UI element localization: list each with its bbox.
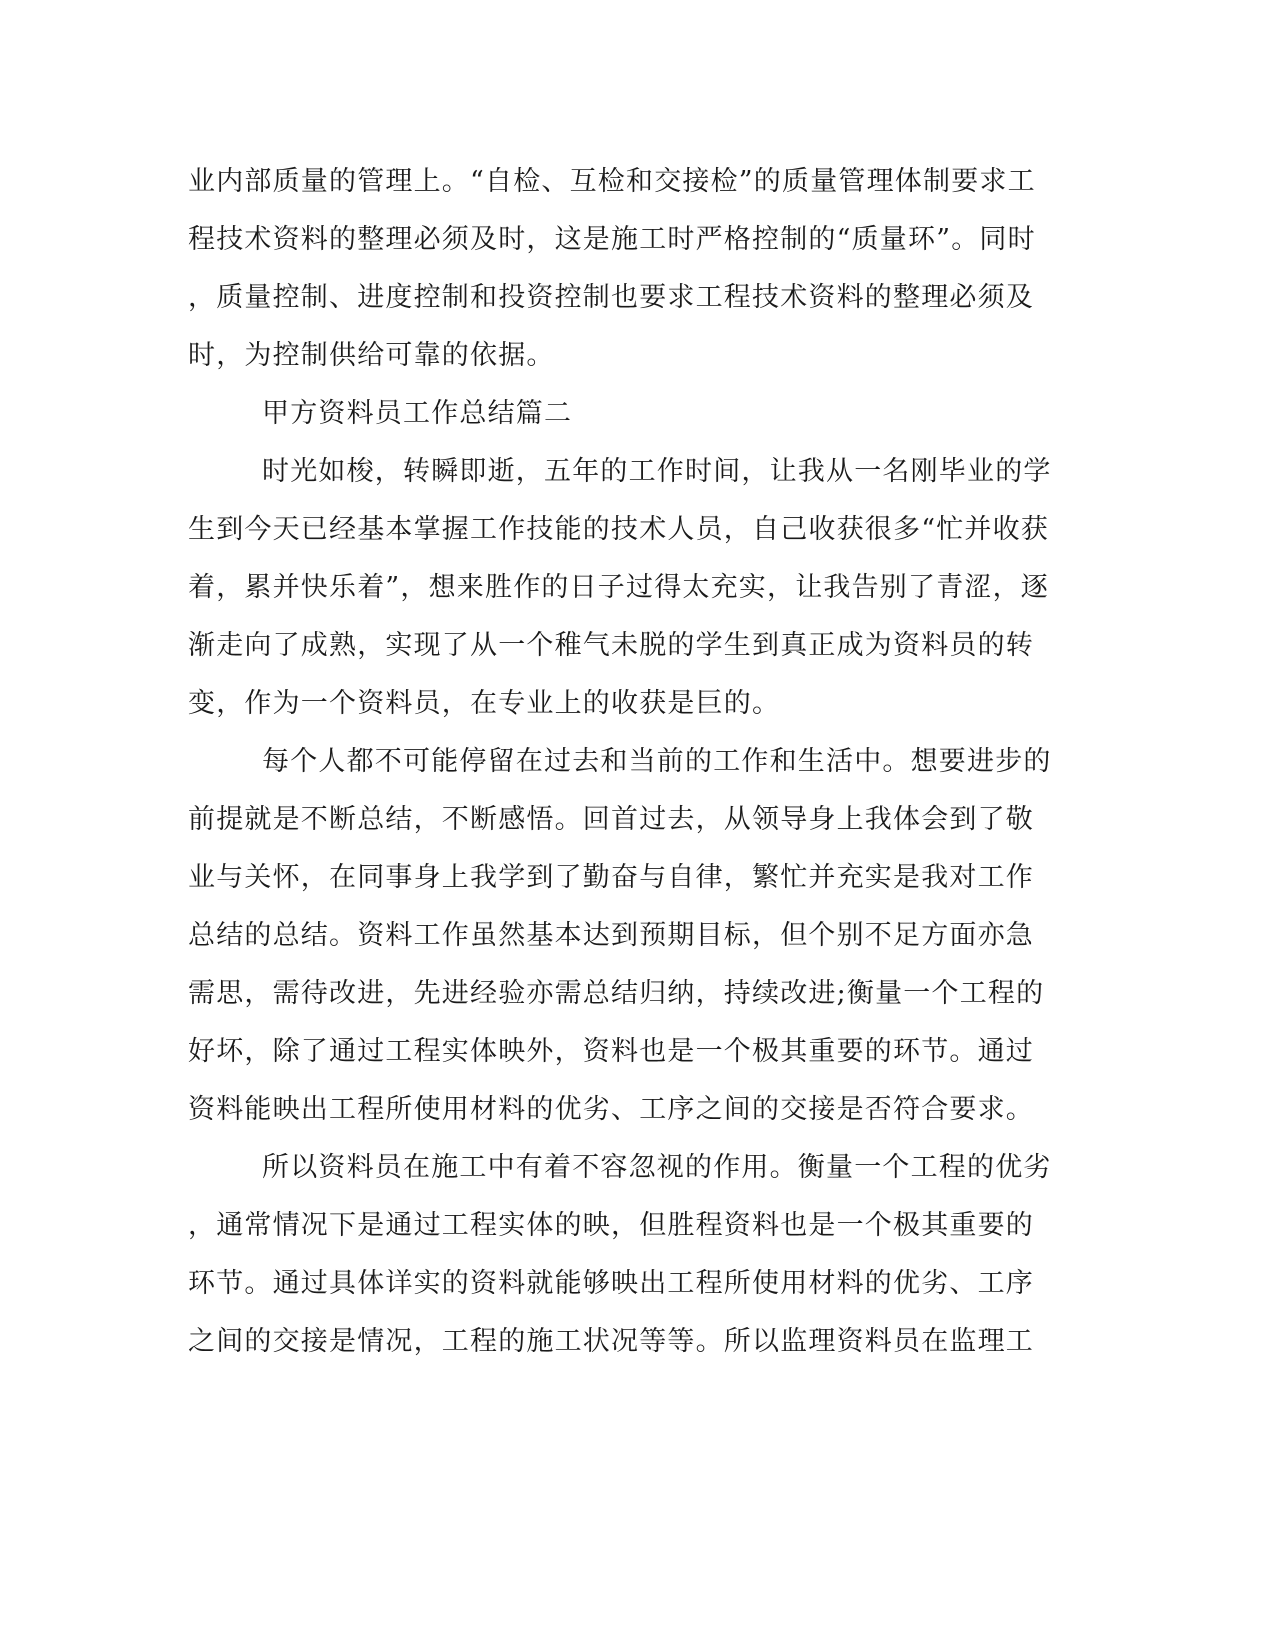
body-text-line: 程技术资料的整理必须及时，这是施工时严格控制的“质量环”。同时 <box>188 224 1036 255</box>
body-text-line: 好坏，除了通过工程实体映外，资料也是一个极其重要的环节。通过 <box>188 1036 1034 1067</box>
body-text-line: 生到今天已经基本掌握工作技能的技术人员，自己收获很多“忙并收获 <box>188 514 1050 545</box>
body-text-line: 前提就是不断总结，不断感悟。回首过去，从领导身上我体会到了敬 <box>188 804 1034 835</box>
body-text-line: 时，为控制供给可靠的依据。 <box>188 340 555 371</box>
body-text-line: 之间的交接是情况，工程的施工状况等等。所以监理资料员在监理工 <box>188 1326 1034 1357</box>
paragraph-start-line: 时光如梭，转瞬即逝，五年的工作时间，让我从一名刚毕业的学 <box>262 456 1052 487</box>
body-text-line: ，质量控制、进度控制和投资控制也要求工程技术资料的整理必须及 <box>188 282 1034 313</box>
body-text-line: 资料能映出工程所使用材料的优劣、工序之间的交接是否符合要求。 <box>188 1094 1034 1125</box>
body-text-line: 业内部质量的管理上。“自检、互检和交接检”的质量管理体制要求工 <box>188 166 1036 197</box>
paragraph-start-line: 所以资料员在施工中有着不容忽视的作用。衡量一个工程的优劣 <box>262 1152 1052 1183</box>
body-text-line: 渐走向了成熟，实现了从一个稚气未脱的学生到真正成为资料员的转 <box>188 630 1034 661</box>
body-text-line: 变，作为一个资料员，在专业上的收获是巨的。 <box>188 688 781 719</box>
section-heading: 甲方资料员工作总结篇二 <box>262 398 573 429</box>
body-text-line: ，通常情况下是通过工程实体的映，但胜程资料也是一个极其重要的 <box>188 1210 1034 1241</box>
body-text-line: 环节。通过具体详实的资料就能够映出工程所使用材料的优劣、工序 <box>188 1268 1034 1299</box>
body-text-line: 着，累并快乐着”，想来胜作的日子过得太充实，让我告别了青涩，逐 <box>188 572 1050 603</box>
body-text-line: 总结的总结。资料工作虽然基本达到预期目标，但个别不足方面亦急 <box>188 920 1034 951</box>
body-text-line: 需思，需待改进，先进经验亦需总结归纳，持续改进;衡量一个工程的 <box>188 978 1045 1009</box>
body-text-line: 业与关怀，在同事身上我学到了勤奋与自律，繁忙并充实是我对工作 <box>188 862 1034 893</box>
paragraph-start-line: 每个人都不可能停留在过去和当前的工作和生活中。想要进步的 <box>262 746 1052 777</box>
